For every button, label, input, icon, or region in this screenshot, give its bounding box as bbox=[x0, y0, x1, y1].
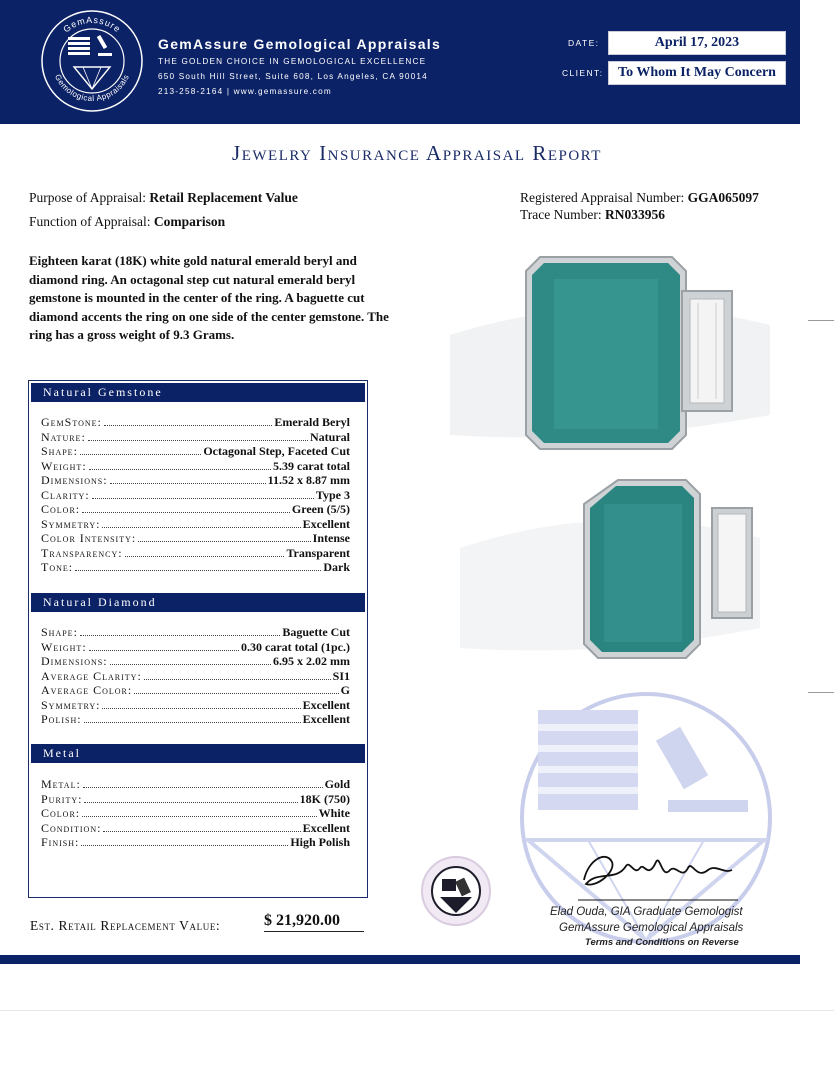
trace-value: RN033956 bbox=[604, 207, 665, 222]
spec-row: Shape: Octagonal Step, Faceted Cut bbox=[41, 444, 350, 458]
registration-value: GGA065097 bbox=[687, 190, 759, 205]
spec-row: Dimensions: 11.52 x 8.87 mm bbox=[41, 473, 350, 487]
report-title: Jewelry Insurance Appraisal Report bbox=[232, 141, 602, 165]
spec-row: Transparency: Transparent bbox=[41, 545, 350, 560]
spec-row: GemStone: Emerald Beryl bbox=[41, 415, 350, 429]
flag-icon bbox=[538, 710, 638, 810]
signer-company: GemAssure Gemological Appraisals bbox=[559, 922, 744, 934]
gemassure-seal-logo bbox=[40, 9, 144, 113]
baguette-diamond bbox=[690, 299, 724, 403]
registration-label: Registered Appraisal Number: bbox=[520, 190, 685, 205]
trace-line bbox=[520, 207, 665, 223]
spec-row: Color: Green (5/5) bbox=[41, 502, 350, 516]
company-address: 650 South Hill Street, Suite 608, Los Angeles, CA 90014 bbox=[158, 72, 428, 81]
company-name: GemAssure Gemological Appraisals bbox=[158, 36, 442, 52]
spec-row: Dimensions: 6.95 x 2.02 mm bbox=[41, 654, 350, 668]
value-amount: $ 21,920.00 bbox=[264, 912, 364, 932]
spec-row: Shape: Baguette Cut bbox=[41, 625, 350, 639]
function-value: Comparison bbox=[153, 214, 226, 229]
natural-diamond-heading: Natural Diamond bbox=[31, 593, 365, 612]
spec-row: Average Clarity: SI1 bbox=[41, 668, 350, 683]
diamond-icon bbox=[74, 67, 110, 89]
purpose-label: Purpose of Appraisal: bbox=[29, 190, 146, 205]
spec-row: Polish: Excellent bbox=[41, 712, 350, 726]
spec-row: Finish: High Polish bbox=[41, 835, 350, 849]
spec-row: Symmetry: Excellent bbox=[41, 516, 350, 531]
client-value: To Whom It May Concern bbox=[608, 61, 786, 85]
microscope-icon bbox=[656, 727, 748, 812]
date-value: April 17, 2023 bbox=[608, 31, 786, 55]
seal-bottom-text: Gemological Appraisals bbox=[53, 72, 131, 104]
scan-mark bbox=[808, 692, 834, 693]
header-band bbox=[0, 0, 800, 124]
bottom-bar bbox=[0, 955, 800, 964]
spec-row: Color Intensity: Intense bbox=[41, 531, 350, 545]
metal-heading: Metal bbox=[31, 744, 365, 763]
svg-text:GemAssure bbox=[61, 15, 122, 35]
spec-row: Purity: 18K (750) bbox=[41, 791, 350, 806]
spec-row: Average Color: G bbox=[41, 683, 350, 697]
value-label: Est. Retail Replacement Value: bbox=[30, 918, 221, 933]
trace-label: Trace Number: bbox=[520, 207, 602, 222]
spec-row: Tone: Dark bbox=[41, 560, 350, 574]
ring-photo-top bbox=[440, 245, 780, 475]
company-contact: 213-258-2164 | www.gemassure.com bbox=[158, 87, 332, 96]
purpose-value: Retail Replacement Value bbox=[149, 190, 298, 205]
purpose-line bbox=[29, 190, 298, 206]
signer-name: Elad Ouda, GIA Graduate Gemologist bbox=[550, 906, 743, 918]
spec-row: Weight: 0.30 carat total (1pc.) bbox=[41, 639, 350, 654]
spec-row: Weight: 5.39 carat total bbox=[41, 458, 350, 473]
function-line bbox=[29, 214, 225, 230]
spec-row: Color: White bbox=[41, 806, 350, 820]
baguette-diamond bbox=[718, 514, 746, 612]
tagline: THE GOLDEN CHOICE IN GEMOLOGICAL EXCELLENCE bbox=[158, 57, 427, 66]
terms-note: Terms and Conditions on Reverse bbox=[585, 937, 739, 948]
signature-graphic bbox=[578, 840, 738, 904]
natural-gemstone-heading: Natural Gemstone bbox=[31, 383, 365, 402]
spec-row: Metal: Gold bbox=[41, 777, 350, 791]
function-label: Function of Appraisal: bbox=[29, 214, 151, 229]
specification-box bbox=[28, 380, 368, 898]
date-label: DATE: bbox=[568, 38, 600, 48]
scan-mark bbox=[808, 320, 834, 321]
scan-line bbox=[0, 1010, 834, 1011]
registration-line bbox=[520, 190, 759, 206]
hologram-seal bbox=[420, 855, 492, 927]
seal-top-text: GemAssure bbox=[61, 14, 123, 35]
spec-row: Symmetry: Excellent bbox=[41, 697, 350, 712]
item-description: Eighteen karat (18K) white gold natural emerald beryl and diamond ring. An octagonal step cut natural emerald beryl gemstone is mounted in the center of the ring. A baguette cut diamond accents the ring on one side of the center gemstone. The ring has a gross weight of 9.3 Grams. bbox=[29, 253, 389, 343]
client-label: CLIENT: bbox=[562, 68, 604, 78]
ring-photo-bottom bbox=[450, 478, 770, 678]
spec-row: Condition: Excellent bbox=[41, 820, 350, 835]
flag-icon bbox=[68, 37, 90, 57]
spec-row: Clarity: Type 3 bbox=[41, 487, 350, 502]
microscope-icon bbox=[97, 35, 112, 56]
spec-row: Nature: Natural bbox=[41, 429, 350, 444]
